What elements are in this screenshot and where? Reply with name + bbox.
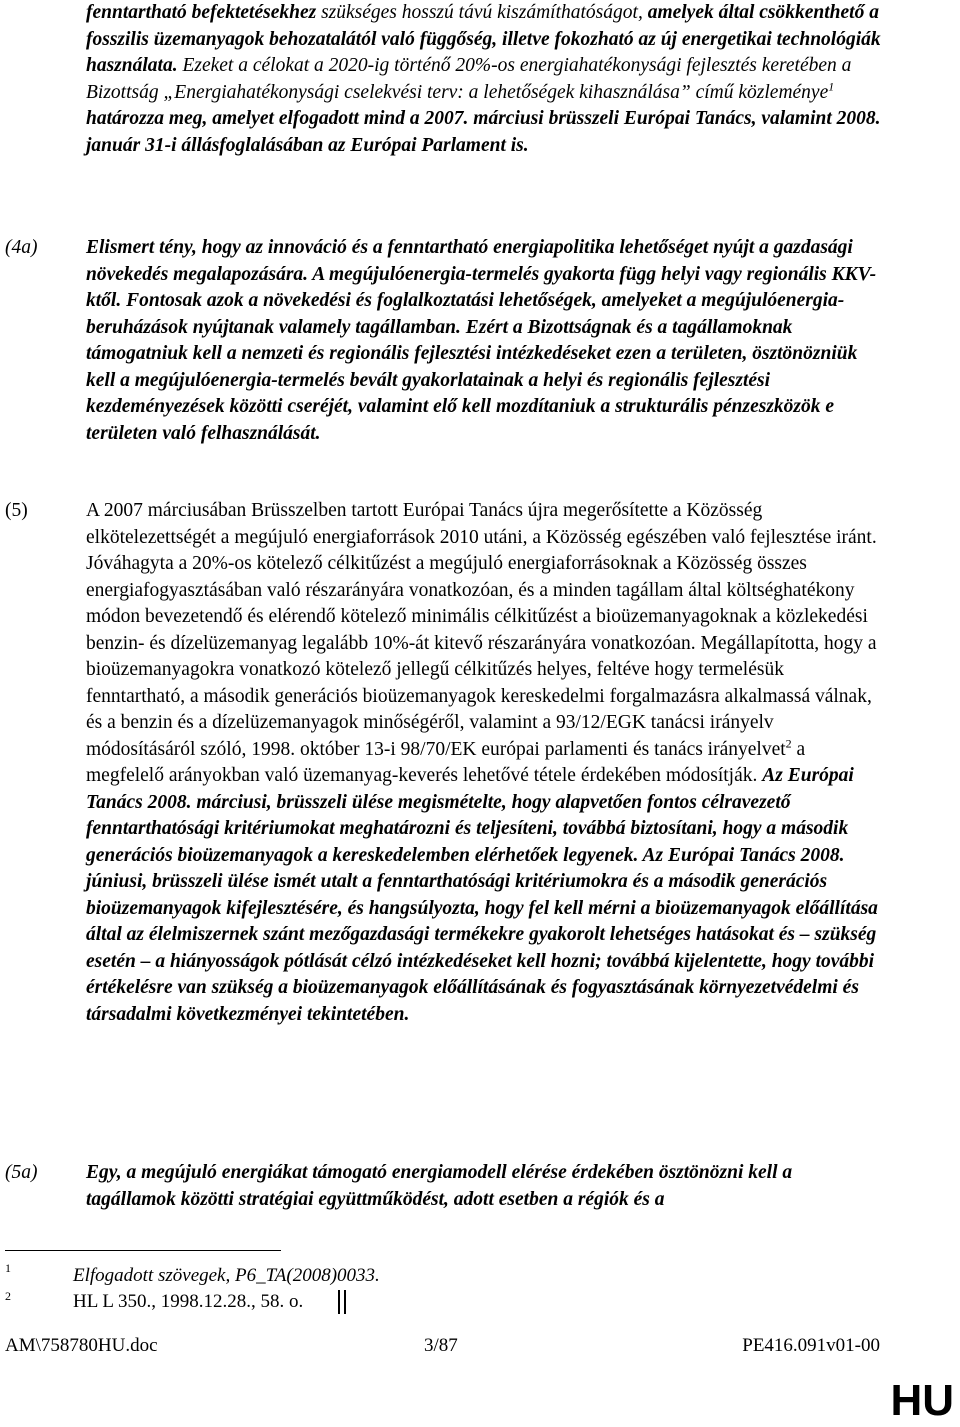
paragraph-number-5: (5) <box>5 500 28 521</box>
p4-sentence-2: Ezeket a célokat a 2020-ig történő 20%-os energiahatékonysági fejlesztés keretében a Bizottság „Energiahatékonysági cselekvési terv: a lehetőségek kihasználása” című közleménye <box>86 55 852 103</box>
p4-sentence-2-tail: határozza meg, amelyet elfogadott mind a 2007. márciusi brüsszeli Európai Tanács, valamint 2008. január 31-i állásfoglalásában az Európai Parlament is. <box>86 108 881 156</box>
language-code: HU <box>890 1376 954 1425</box>
paragraph-number-4a: (4a) <box>5 237 38 258</box>
footer-doc-ref: AM\758780HU.doc <box>5 1335 158 1356</box>
footnote-ref-1[interactable]: 1 <box>828 79 835 93</box>
paragraph-5a: Egy, a megújuló energiákat támogató energiamodell elérése érdekében ösztönözni kell a tagállamok közötti stratégiai együttműködést, adott esetben a régiók és a <box>86 1162 793 1210</box>
p5-text-part-1: A 2007 márciusában Brüsszelben tartott Európai Tanács újra megerősítette a Közösség elkötelezettségét a megújuló energiaforrások 2010 utáni, a Közösség egészében való fejlesztése iránt. Jóváhagyta a 20%-os kötelező célkitűzést a megújuló energiaforrásoknak a Közösség összes energiafogyasztásában való részarányára vonatkozóan, és a minden tagállam által költséghatékony módon bevezetendő és elérendő kötelező minimális célkitűzést a bioüzemanyagoknak a közlekedési benzin- és dízelüzemanyag legalább 10%-át kitevő részarányára vonatkozóan. Megállapította, hogy a bioüzemanyagokra vonatkozó kötelező jellegű célkitűzés helyes, feltéve hogy termelésük fenntartható, a második generációs bioüzemanyagok kereskedelmi forgalmazásra alkalmassá válnak, és a benzin és a dízelüzemanyagok minőségéről, valamint a 93/12/EGK tanácsi irányelv módosításáról szóló, 1998. október 13-i 98/70/EK európai parlamenti és tanács irányelvet <box>86 500 877 760</box>
footer-page-number: 3/87 <box>424 1335 458 1356</box>
paragraph-5 <box>86 498 886 1028</box>
revision-bar-right <box>344 1290 346 1314</box>
footer-pe-ref: PE416.091v01-00 <box>742 1335 880 1356</box>
p4a-sentence-3: Fontosak azok a növekedési és foglalkoztatási lehetőségek, amelyeket a megújulóenergia-beruházások nyújtanak valamely tagállamban. <box>86 290 845 338</box>
paragraph-number-5a: (5a) <box>5 1162 38 1183</box>
footnote-1-number: 1 <box>5 1261 11 1275</box>
paragraph-4-continuation <box>86 0 886 159</box>
p4-phrase-emphasis: fenntartható befektetésekhez <box>86 2 317 23</box>
p4-phrase-plain: szükséges hosszú távú kiszámíthatóságot, <box>316 2 648 23</box>
p5-amendment-text: Az Európai Tanács 2008. márciusi, brüsszeli ülése megismételte, hogy alapvetően fontos célravezető fenntarthatósági kritériumokat meghatározni és teljesíteni, továbbá biztosítani, hogy a második generációs bioüzemanyagok a kereskedelemben elérhetőek legyenek. Az Európai Tanács 2008. júniusi, brüsszeli ülése ismét utalt a fenntarthatósági kritériumokra és a második generációs bioüzemanyagok kifejlesztésére, és hangsúlyozta, hogy fel kell mérni a bioüzemanyagok előállítása által az élelmiszernek szánt mezőgazdasági termékekre gyakorolt lehetséges hatásokat és – szükség esetén – a hiányosságok pótlását célzó intézkedéseket kell hozni; továbbá kijelentette, hogy további értékelésre van szükség a bioüzemanyagok előállításának és fogyasztásának környezetvédelmi és társadalmi következményei tekintetében. <box>86 765 878 1025</box>
p4a-sentence-4: Ezért a Bizottságnak és a tagállamoknak támogatniuk kell a nemzeti és regionális fejlesztési intézkedéseket ezen a területen, ösztönözniük kell a megújulóenergia-termelés bevált gyakorlatainak a helyi és regionális fejlesztési kezdeményezések közötti cseréjét, valamint elő kell mozdítaniuk a strukturális pénzeszközök e területen való felhasználását. <box>86 316 858 444</box>
footnote-2-text: HL L 350., 1998.12.28., 58. o. <box>73 1291 304 1312</box>
footnote-ref-2[interactable]: 2 <box>785 736 792 750</box>
footnote-2-number: 2 <box>5 1289 11 1303</box>
p4a-sentence-1: Elismert tény, hogy az innováció és a fenntartható energiapolitika lehetőséget nyújt a gazdasági növekedés megalapozására. <box>86 237 853 285</box>
paragraph-4a <box>86 235 886 447</box>
p5-text-part-2: a megfelelő arányokban való üzemanyag-keverés lehetővé tétele érdekében módosítják. <box>86 738 806 786</box>
p4a-sentence-2: A megújulóenergia-termelés gyakorta függ helyi vagy regionális KKV-ktől. <box>86 263 877 311</box>
footnote-1-text: Elfogadott szövegek, P6_TA(2008)0033. <box>73 1265 380 1286</box>
footnote-separator <box>5 1250 281 1251</box>
revision-bar-left <box>338 1290 340 1314</box>
p4-sentence-1-tail: amelyek által csökkenthető a fosszilis üzemanyagok behozatalától való függőség, illetve fokozható az új energetikai technológiák használata. <box>86 2 881 76</box>
